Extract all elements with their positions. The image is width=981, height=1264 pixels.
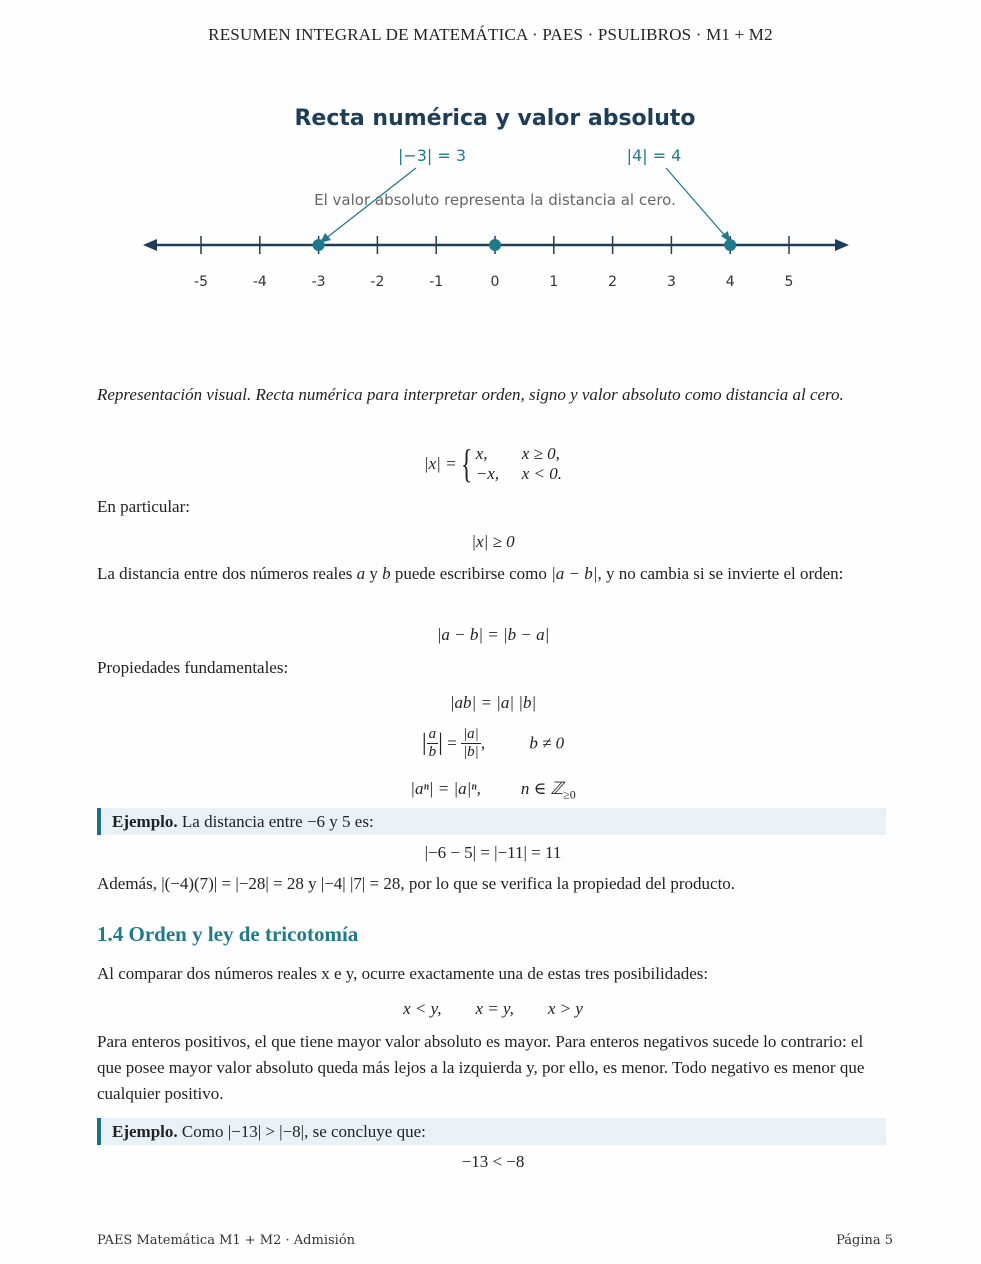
text-propiedades: Propiedades fundamentales: [97, 658, 289, 677]
frac-num-a: a [428, 726, 437, 742]
paragraph-compare: Al comparar dos números reales x e y, ocurre exactamente una de estas tres posibilidades: [97, 964, 709, 983]
case2-condition: x < 0. [521, 464, 563, 483]
tick-label: -3 [311, 274, 326, 290]
quotient-condition: b ≠ 0 [529, 733, 565, 753]
example-box-2 [97, 1118, 886, 1145]
tick-label: -4 [252, 274, 267, 290]
trichotomy-less: x < y, [403, 999, 442, 1018]
abs-definition [97, 441, 889, 486]
eq-example-1: |−6 − 5| = |−11| = 11 [424, 843, 562, 862]
footer-left: PAES Matemática M1 + M2 · Admisión [97, 1233, 356, 1248]
tick-label: 4 [725, 274, 735, 290]
footer-page-number: Página 5 [836, 1233, 893, 1248]
distance-text-3: , y no cambia si se invierte el orden: [597, 564, 844, 583]
abs-bar-right: | [438, 730, 443, 756]
example-box-1 [97, 808, 886, 835]
paragraph-integers: Para enteros positivos, el que tiene mayor valor absoluto es mayor. Para enteros negativos sucede lo contrario: el que posee mayor valor absoluto queda más lejos a la izquierda y, por ello, es menor. Todo negativo es menor que cualquier positivo. [97, 1032, 865, 1103]
case1-value: x, [475, 444, 488, 463]
running-header: RESUMEN INTEGRAL DE MATEMÁTICA · PAES · PSULIBROS · M1 + M2 [208, 25, 773, 44]
distance-text-2: puede escribirse como [390, 564, 552, 583]
case1-condition: x ≥ 0, [521, 444, 560, 463]
tick-label: -1 [429, 274, 444, 290]
callout-right: |4| = 4 [626, 146, 682, 165]
tick-label: 3 [666, 274, 676, 290]
tick-label: -5 [194, 274, 208, 290]
trichotomy-equation [97, 999, 889, 1019]
frac-den-b: b [428, 744, 437, 760]
distance-text-y: y [365, 564, 383, 583]
example-1-text: La distancia entre −6 y 5 es: [177, 812, 374, 831]
trichotomy-equal: x = y, [475, 999, 514, 1018]
trichotomy-greater: x > y [547, 999, 583, 1018]
axis-left-arrowhead [143, 239, 157, 251]
prop-quotient: | $\frac{a}{b}$ | = $\frac{|a|}{|b|}$ , b ≠ 0 [421, 726, 565, 760]
power-lhs: |aⁿ| = |a|ⁿ, [410, 779, 481, 798]
paragraph-ademas: Además, |(−4)(7)| = |−28| = 28 y |−4| |7| = 28, por lo que se verifica la propiedad del producto. [97, 874, 736, 893]
eq-example-2: −13 < −8 [461, 1152, 525, 1171]
frac-den-abs-b: |b| [463, 744, 479, 760]
distance-text-1: La distancia entre dos números reales [97, 564, 357, 583]
example-1-label: Ejemplo. [112, 812, 178, 831]
figure-title: Recta numérica y valor absoluto [294, 106, 696, 131]
abs-bar-left: | [421, 730, 427, 756]
section-title: 1.4 Orden y ley de tricotomía [97, 922, 359, 946]
axis-right-arrowhead [835, 239, 849, 251]
quotient-equals: = [447, 733, 457, 753]
text-en-particular: En particular: [97, 497, 190, 516]
figure-subtitle: El valor absoluto representa la distancia al cero. [314, 191, 676, 209]
eq-symmetry: |a − b| = |b − a| [436, 625, 550, 644]
power-subscript: ≥0 [563, 787, 576, 802]
number-line-figure [0, 95, 981, 305]
example-2-label: Ejemplo. [112, 1122, 178, 1141]
highlighted-point [313, 239, 325, 251]
paragraph-distance [97, 561, 889, 587]
figure-caption: Representación visual. Recta numérica para interpretar orden, signo y valor absoluto como distancia al cero. [97, 385, 844, 404]
prop-product: |ab| = |a| |b| [449, 693, 537, 712]
tick-label: -2 [370, 274, 385, 290]
distance-var-a: a [356, 564, 366, 583]
eq-nonnegative: |x| ≥ 0 [471, 532, 515, 551]
abs-def-lhs: |x| = [423, 454, 457, 473]
distance-expression: |a − b| [551, 564, 598, 583]
tick-label: 2 [608, 274, 618, 290]
tick-label: 5 [784, 274, 794, 290]
example-2-text: Como |−13| > |−8|, se concluye que: [177, 1122, 426, 1141]
callout-left: |−3| = 3 [397, 146, 467, 165]
highlighted-point [489, 239, 501, 251]
tick-label: 0 [490, 274, 500, 290]
power-condition: n ∈ ℤ [520, 779, 564, 798]
frac-num-abs-a: |a| [463, 726, 479, 742]
highlighted-point [724, 239, 736, 251]
brace-symbol: { [460, 441, 472, 486]
tick-label: 1 [549, 274, 559, 290]
case2-value: −x, [475, 464, 500, 483]
distance-var-b: b [382, 564, 391, 583]
prop-power [97, 779, 889, 802]
